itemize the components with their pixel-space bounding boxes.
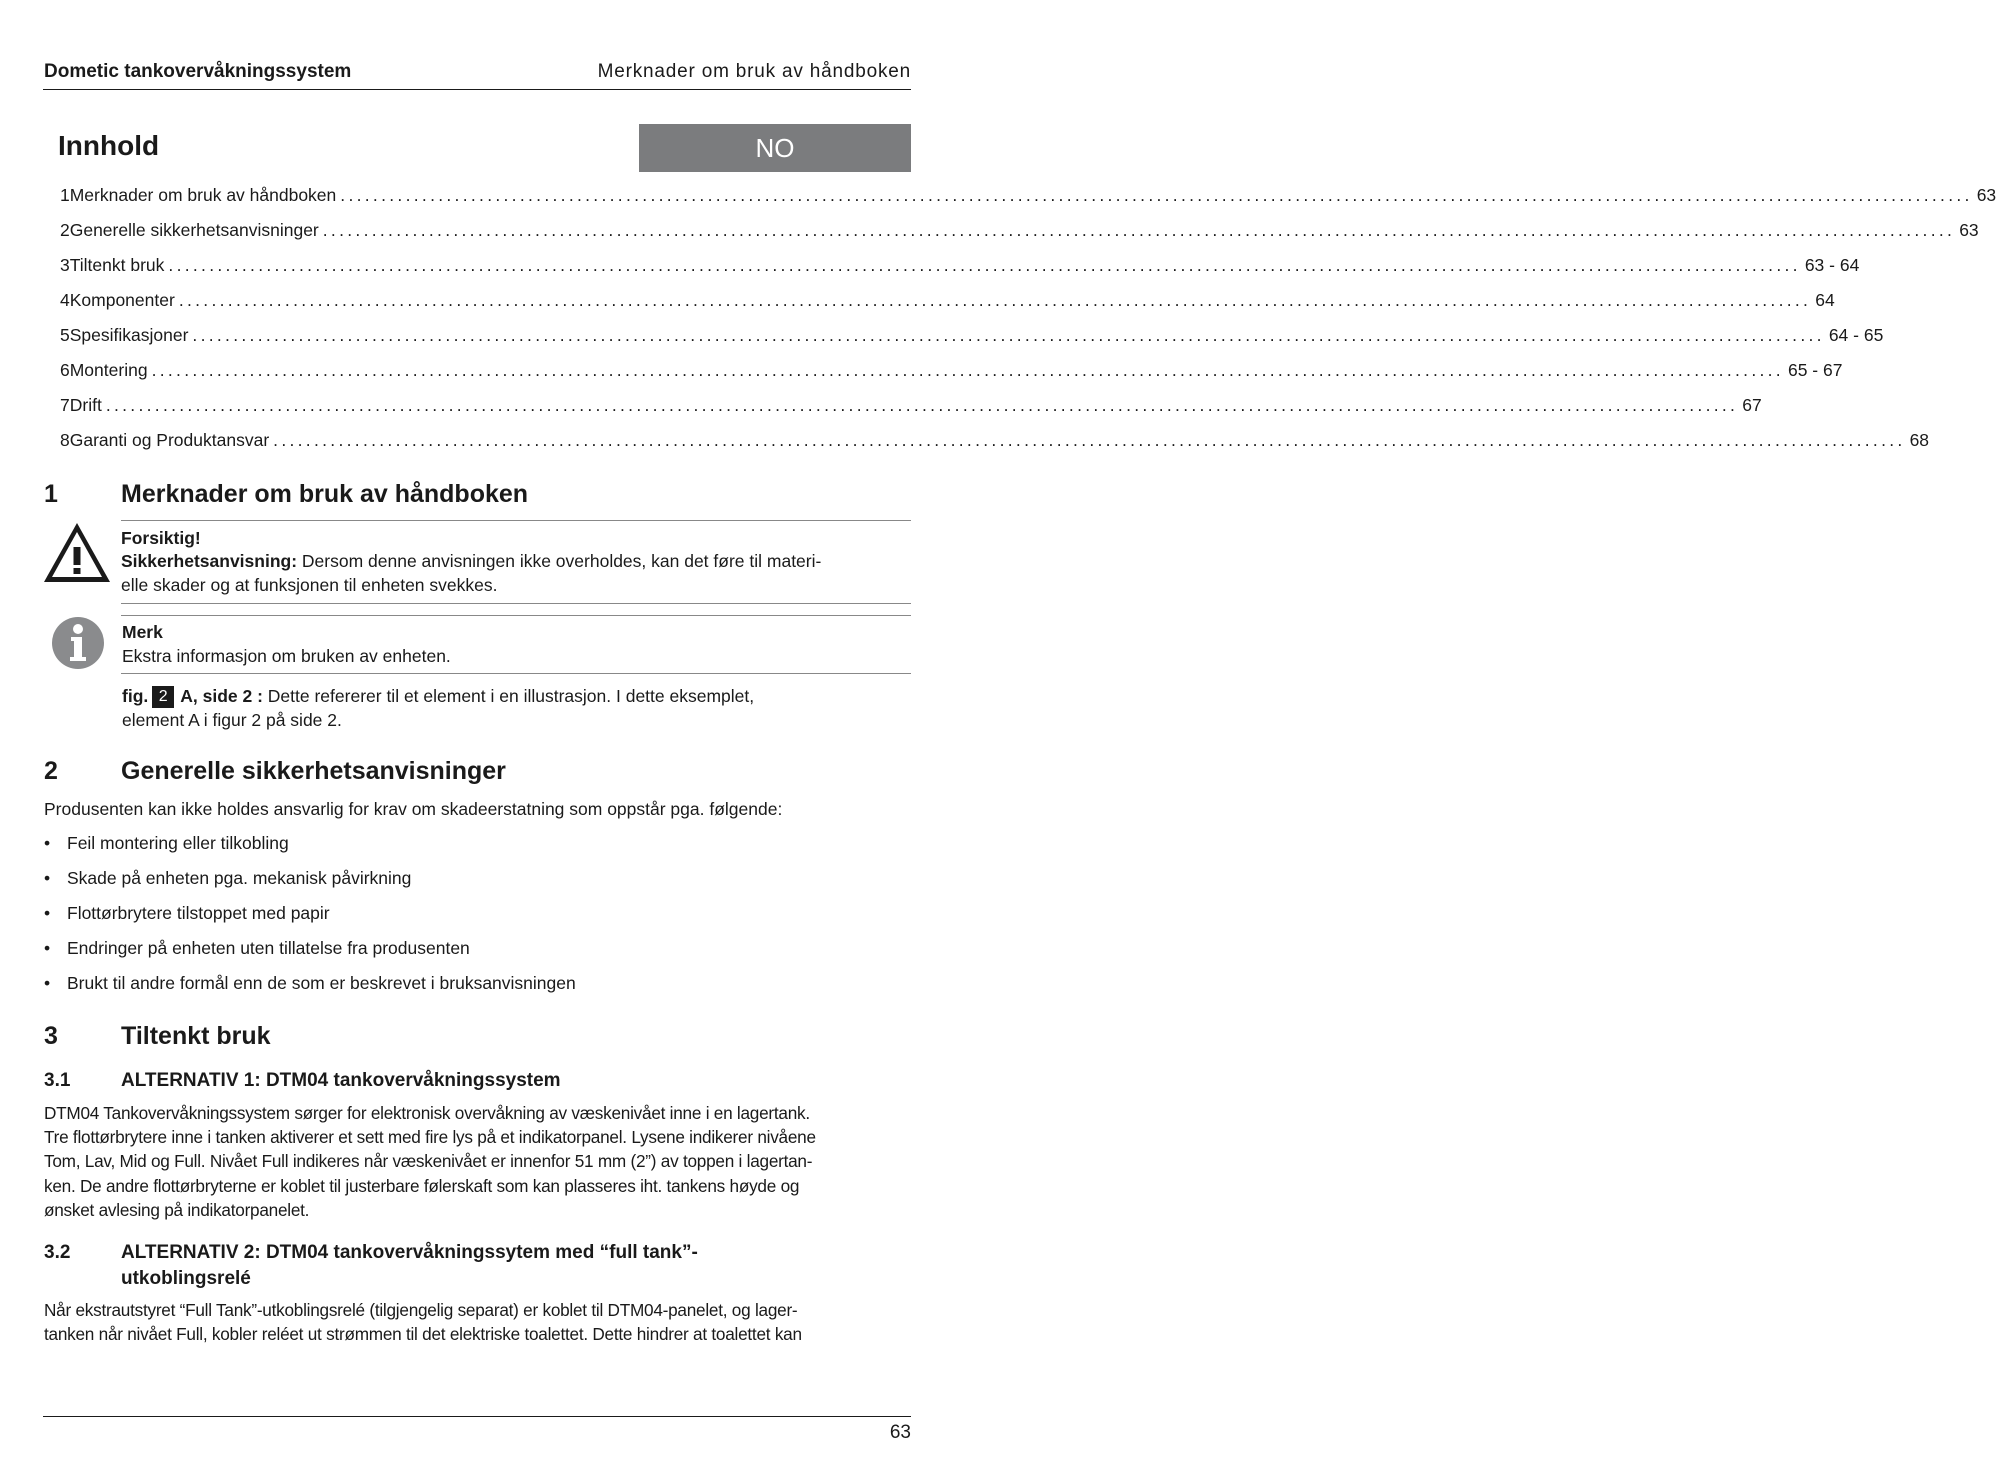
toc-entry-number: 1 xyxy=(60,185,70,205)
paragraph-line: Tom, Lav, Mid og Full. Nivået Full indikeres når væskenivået er innenfor 51 mm (2”) av toppen i lagertan- xyxy=(44,1151,813,1172)
toc-entry-title: Generelle sikkerhetsanvisninger xyxy=(69,220,319,240)
note-bottom-rule xyxy=(121,673,911,674)
note-top-rule xyxy=(121,615,911,616)
toc-entry[interactable] xyxy=(60,353,1843,388)
section-2-title: Generelle sikkerhetsanvisninger xyxy=(121,757,506,785)
note-heading: Merk xyxy=(122,622,163,642)
paragraph-line: DTM04 Tankovervåkningssystem sørger for elektronisk overvåkning av væskenivået inne i en lagertank. xyxy=(44,1103,810,1123)
subsection-3-2-number: 3.2 xyxy=(44,1242,71,1263)
toc-leader-dots: ........................................................................................................................................................................................................ xyxy=(168,255,1801,275)
caution-heading: Forsiktig! xyxy=(121,528,201,548)
toc-entry[interactable] xyxy=(60,388,1762,423)
caution-bottom-rule xyxy=(121,603,911,604)
toc-entry-title: Drift xyxy=(69,395,102,415)
list-item: • Brukt til andre formål enn de som er beskrevet i bruksanvisningen xyxy=(44,966,576,1001)
fig-text: Dette refererer til et element i en illustrasjon. I dette eksemplet, xyxy=(262,686,755,706)
toc-entry[interactable] xyxy=(60,248,1860,283)
toc-leader-dots: ........................................................................................................................................................................................................ xyxy=(151,360,1784,380)
toc-entry[interactable] xyxy=(60,423,1930,458)
toc-entry-page: 65 - 67 xyxy=(1787,360,1843,380)
section-1-title: Merknader om bruk av håndboken xyxy=(121,480,529,508)
section-2-intro: Produsenten kan ikke holdes ansvarlig for krav om skadeerstatning som oppstår pga. følgende: xyxy=(44,799,783,819)
table-of-contents xyxy=(60,178,1996,458)
toc-entry-page: 67 xyxy=(1742,395,1762,415)
toc-entry-title: Komponenter xyxy=(69,290,175,310)
paragraph-line: ken. De andre flottørbryterne er koblet til justerbare følerskaft som kan plasseres iht. tankens høyde og xyxy=(44,1175,800,1196)
caution-text: Dersom denne anvisningen ikke overholdes, kan det føre til materi- xyxy=(297,551,822,571)
section-3-title: Tiltenkt bruk xyxy=(121,1022,271,1050)
caution-label: Sikkerhetsanvisning: xyxy=(121,551,298,571)
caution-top-rule xyxy=(121,520,911,521)
section-2-number: 2 xyxy=(44,757,58,785)
figure-reference-line-1 xyxy=(122,684,912,708)
toc-leader-dots: ........................................................................................................................................................................................................ xyxy=(105,395,1739,415)
toc-entry-title: Tiltenkt bruk xyxy=(69,255,165,275)
toc-entry[interactable] xyxy=(60,213,1979,248)
note-text: Ekstra informasjon om bruken av enheten. xyxy=(122,646,451,666)
header-divider xyxy=(43,89,911,90)
toc-entry[interactable] xyxy=(60,283,1835,318)
language-badge: NO xyxy=(639,124,911,172)
toc-entry-number: 7 xyxy=(60,395,70,415)
toc-entry-page: 68 xyxy=(1909,430,1930,450)
toc-entry-number: 5 xyxy=(60,325,70,345)
liability-list xyxy=(44,826,576,1001)
paragraph-line: Tre flottørbrytere inne i tanken aktiverer et sett med fire lys på et indikatorpanel. Lysene indikerer nivåene xyxy=(44,1127,816,1148)
toc-entry-page: 64 - 65 xyxy=(1828,325,1884,345)
info-icon xyxy=(51,616,105,670)
toc-entry-number: 8 xyxy=(60,430,70,450)
toc-entry-number: 3 xyxy=(60,255,70,275)
toc-leader-dots: ........................................................................................................................................................................................................ xyxy=(273,430,1906,450)
toc-entry-number: 6 xyxy=(60,360,70,380)
caution-text-line-2: elle skader og at funksjonen til enheten svekkes. xyxy=(121,575,498,595)
toc-entry-title: Merknader om bruk av håndboken xyxy=(69,185,337,205)
fig-ref: A, side 2 : xyxy=(180,686,263,706)
list-item: • Feil montering eller tilkobling xyxy=(44,826,576,861)
figure-number-badge: 2 xyxy=(152,686,174,708)
paragraph-line: ønsket avlesing på indikatorpanelet. xyxy=(44,1199,310,1220)
subsection-3-2-title-line-1: ALTERNATIV 2: DTM04 tankovervåkningssytem med “full tank”- xyxy=(121,1242,698,1263)
toc-entry[interactable] xyxy=(60,318,1884,353)
running-header-section: Merknader om bruk av håndboken xyxy=(597,61,911,82)
toc-leader-dots: ........................................................................................................................................................................................................ xyxy=(192,325,1825,345)
caution-text-line-1 xyxy=(121,549,911,573)
toc-entry-title: Montering xyxy=(69,360,148,380)
subsection-3-2-body xyxy=(44,1298,912,1346)
section-1-number: 1 xyxy=(44,480,58,508)
toc-leader-dots: ........................................................................................................................................................................................................ xyxy=(322,220,1956,240)
toc-entry-page: 64 xyxy=(1815,290,1835,310)
fig-label: fig. xyxy=(122,686,149,706)
toc-leader-dots: ........................................................................................................................................................................................................ xyxy=(178,290,1812,310)
paragraph-line: Når ekstrautstyret “Full Tank”-utkoblingsrelé (tilgjengelig separat) er koblet til DTM04-panelet, og lager- xyxy=(44,1300,798,1320)
warning-triangle-icon xyxy=(42,521,112,584)
toc-entry-number: 4 xyxy=(60,290,70,310)
toc-entry-number: 2 xyxy=(60,220,70,240)
list-item: • Flottørbrytere tilstoppet med papir xyxy=(44,896,576,931)
figure-reference-line-2: element A i figur 2 på side 2. xyxy=(122,710,342,730)
paragraph-line: tanken når nivået Full, kobler reléet ut strømmen til det elektriske toalettet. Dette hindrer at toalettet kan xyxy=(44,1324,802,1345)
subsection-3-1-title: ALTERNATIV 1: DTM04 tankovervåkningssystem xyxy=(121,1070,561,1091)
section-3-number: 3 xyxy=(44,1022,58,1050)
toc-entry-page: 63 xyxy=(1976,185,1996,205)
subsection-3-1-body xyxy=(44,1101,912,1222)
list-item: • Endringer på enheten uten tillatelse fra produsenten xyxy=(44,931,576,966)
toc-heading: Innhold xyxy=(58,130,160,161)
list-item: • Skade på enheten pga. mekanisk påvirkning xyxy=(44,861,576,896)
footer-divider xyxy=(43,1416,911,1417)
running-header-title: Dometic tankovervåkningssystem xyxy=(44,61,352,82)
toc-entry[interactable] xyxy=(60,178,1996,213)
toc-entry-page: 63 - 64 xyxy=(1804,255,1860,275)
toc-entry-title: Spesifikasjoner xyxy=(69,325,189,345)
toc-entry-title: Garanti og Produktansvar xyxy=(69,430,270,450)
page-number: 63 xyxy=(889,1422,911,1443)
toc-entry-page: 63 xyxy=(1959,220,1979,240)
subsection-3-2-title-line-2: utkoblingsrelé xyxy=(121,1268,251,1289)
toc-leader-dots: ........................................................................................................................................................................................................ xyxy=(340,185,1973,205)
subsection-3-1-number: 3.1 xyxy=(44,1070,71,1091)
